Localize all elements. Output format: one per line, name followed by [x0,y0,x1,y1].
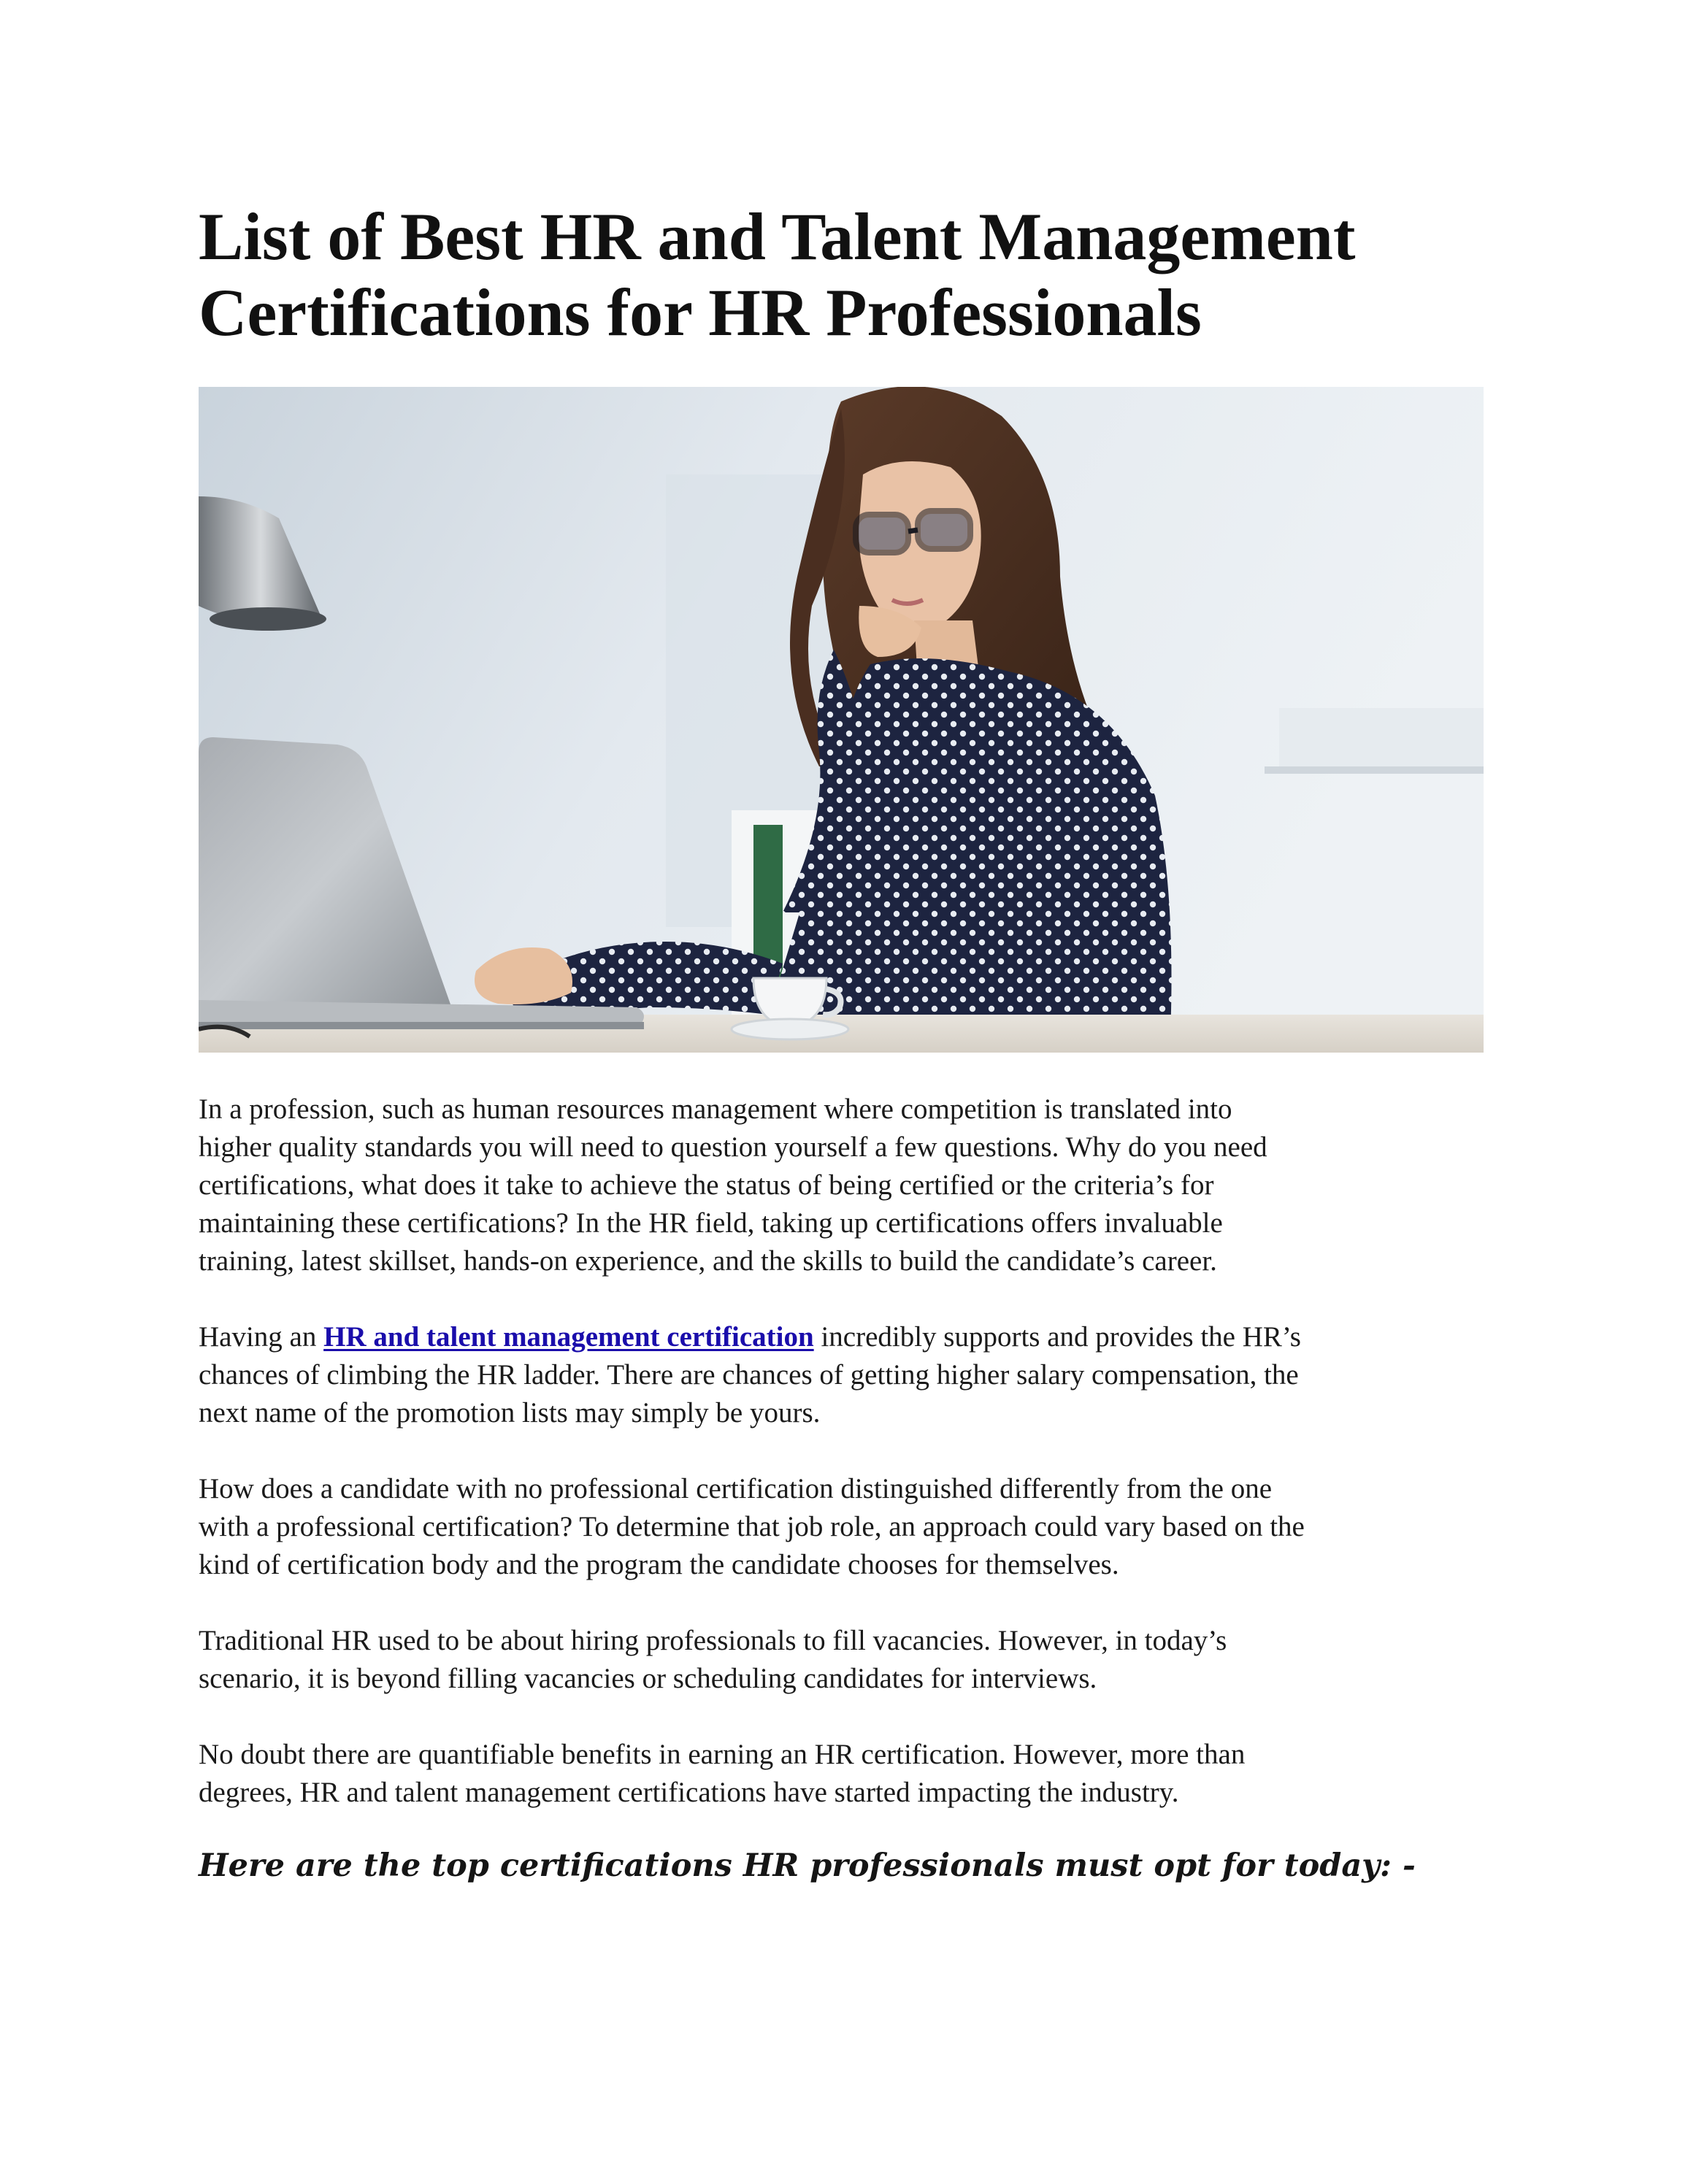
hero-image [199,387,1484,1053]
intro-paragraph [199,1091,1498,1280]
title-line: Certifications for HR Professionals [199,275,1202,350]
paragraph-line: with a professional certification? To determine that job role, an approach could vary based on the [199,1511,1305,1542]
paragraph-line: Traditional HR used to be about hiring professionals to fill vacancies. However, in today’s [199,1625,1227,1656]
benefits-paragraph [199,1736,1498,1812]
paragraph-line: In a profession, such as human resources management where competition is translated into [199,1093,1232,1125]
paragraph-line: kind of certification body and the program the candidate chooses for themselves. [199,1549,1119,1580]
paragraph-line: No doubt there are quantifiable benefits in earning an HR certification. However, more than [199,1739,1246,1770]
paragraph-line: chances of climbing the HR ladder. There are chances of getting higher salary compensation, the [199,1359,1299,1391]
paragraph-text: incredibly supports and provides the HR’s [813,1321,1301,1353]
paragraph-text: Having an [199,1321,324,1353]
title-line: List of Best HR and Talent Management [199,199,1356,274]
paragraph-line: higher quality standards you will need to question yourself a few questions. Why do you need [199,1131,1267,1163]
paragraph-line: certifications, what does it take to achieve the status of being certified or the criteria’s for [199,1169,1214,1201]
paragraph-line: next name of the promotion lists may simply be yours. [199,1397,821,1429]
page-title [199,199,1513,350]
paragraph-line: scenario, it is beyond filling vacancies or scheduling candidates for interviews. [199,1663,1097,1694]
photo-woman-at-laptop-icon [199,387,1484,1053]
paragraph-line: degrees, HR and talent management certifications have started impacting the industry. [199,1777,1179,1808]
paragraph-line: How does a candidate with no professional certification distinguished differently from the one [199,1473,1273,1504]
hr-certification-link[interactable]: HR and talent management certification [323,1321,814,1353]
paragraph-line: training, latest skillset, hands-on experience, and the skills to build the candidate’s career. [199,1245,1217,1277]
comparison-paragraph [199,1470,1498,1584]
top-certifications-heading: Here are the top certifications HR professionals must opt for today: - [199,1847,1416,1884]
certification-paragraph [199,1318,1498,1432]
traditional-hr-paragraph [199,1622,1498,1698]
paragraph-line [199,1318,1498,1356]
paragraph-line: maintaining these certifications? In the HR field, taking up certifications offers invaluable [199,1207,1223,1239]
